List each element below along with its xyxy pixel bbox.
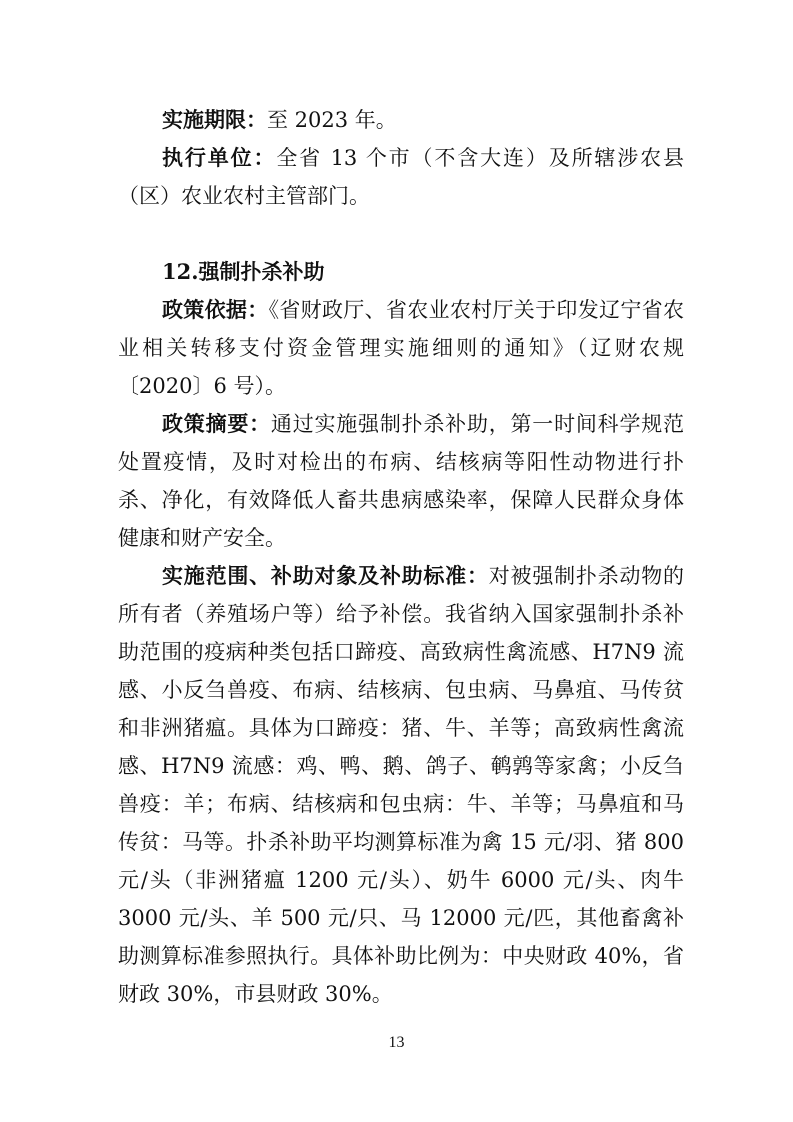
- text-implementation-period: 至 2023 年。: [267, 108, 397, 132]
- paragraph-spacer: [118, 215, 684, 253]
- text-scope-and-standards: 对被强制扑杀动物的所有者（养殖场户等）给予补偿。我省纳入国家强制扑杀补助范围的疫病种类包括口蹄疫、高致病性禽流感、H7N9 流感、小反刍兽疫、布病、结核病、包虫病、马鼻疽、马传贫和非洲猪瘟。具体为口蹄疫：猪、牛、羊等；高致病性禽流感、H7N9 流感：鸡、鸭、鹅、鸽子、鹌鹑等家禽；小反刍兽疫：羊；布病、结核病和包虫病：牛、羊等；马鼻疽和马传贫：马等。扑杀补助平均测算标准为禽 15 元/羽、猪 800 元/头（非洲猪瘟 1200 元/头）、奶牛 6000 元/头、肉牛 3000 元/头、羊 500 元/只、马 12000 元/匹，其他畜禽补助测算标准参照执行。具体补助比例为：中央财政 40%，省财政 30%，市县财政 30%。: [118, 564, 685, 1006]
- document-body: [118, 101, 684, 1013]
- label-policy-summary: 政策摘要：: [162, 411, 271, 436]
- page-number: 13: [388, 1034, 405, 1051]
- section-heading: 12.强制扑杀补助: [162, 259, 325, 284]
- text-executing-unit: 全省 13 个市（不含大连）及所辖涉农县（区）农业农村主管部门。: [118, 146, 685, 208]
- paragraph-implementation-period: [118, 101, 684, 139]
- label-implementation-period: 实施期限：: [162, 107, 267, 132]
- label-scope-and-standards: 实施范围、补助对象及补助标准：: [162, 563, 489, 588]
- paragraph-scope-and-standards: [118, 557, 684, 1013]
- text-policy-summary: 通过实施强制扑杀补助，第一时间科学规范处置疫情，及时对检出的布病、结核病等阳性动物进行扑杀、净化，有效降低人畜共患病感染率，保障人民群众身体健康和财产安全。: [118, 412, 685, 550]
- paragraph-executing-unit: [118, 139, 684, 215]
- text-policy-basis: 《省财政厅、省农业农村厅关于印发辽宁省农业相关转移支付资金管理实施细则的通知》（辽财农规〔2020〕6 号）。: [118, 298, 684, 398]
- label-policy-basis: 政策依据：: [162, 297, 269, 322]
- paragraph-policy-basis: [118, 291, 684, 405]
- label-executing-unit: 执行单位：: [162, 145, 277, 170]
- paragraph-policy-summary: [118, 405, 684, 557]
